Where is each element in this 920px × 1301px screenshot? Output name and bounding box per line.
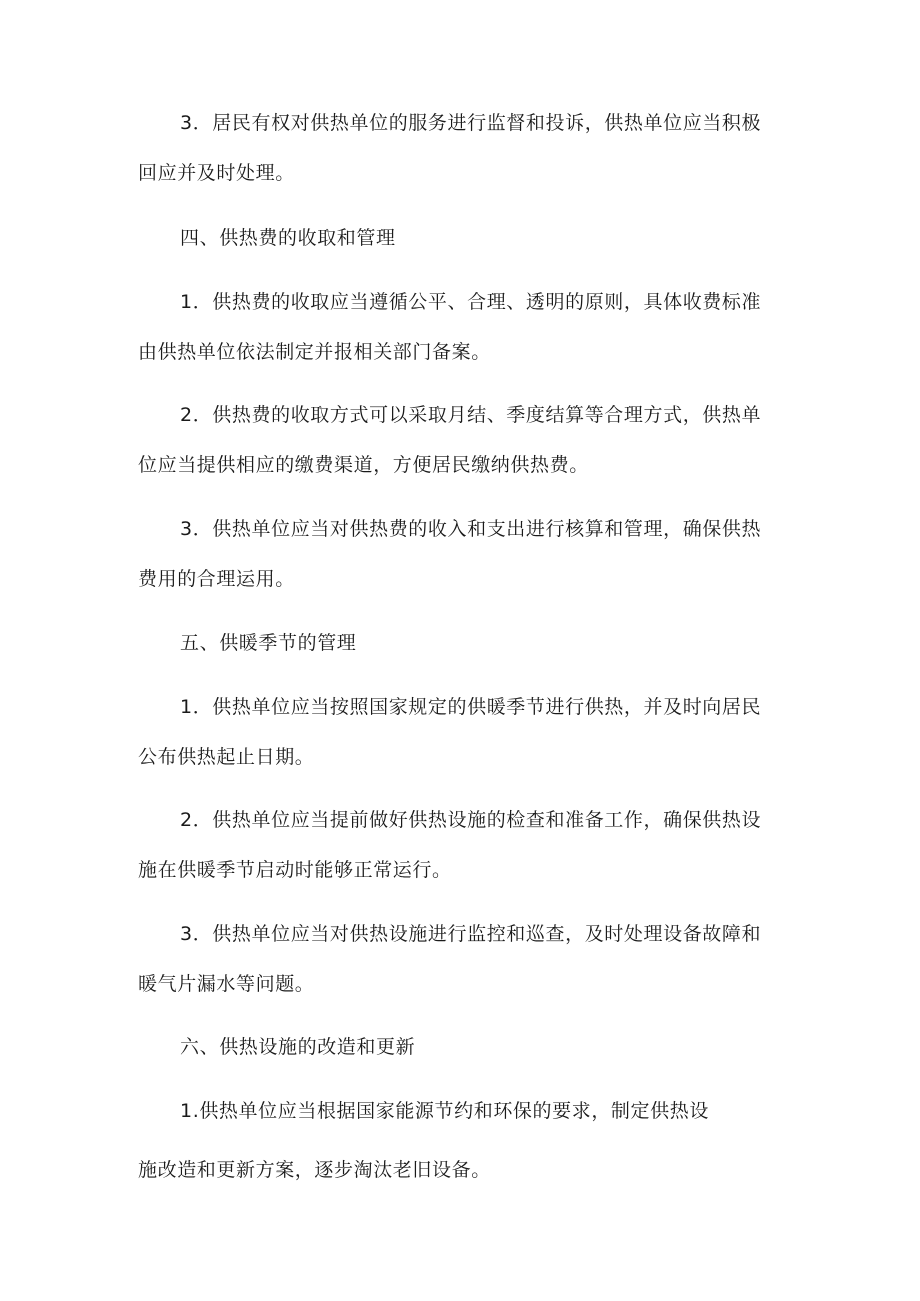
paragraph-line: 1.供热单位应当根据国家能源节约和环保的要求，制定供热设 [180,1100,709,1122]
paragraph-line: 1．供热费的收取应当遵循公平、合理、透明的原则，具体收费标准 [180,291,762,313]
paragraph-line: 暖气片漏水等问题。 [138,973,315,995]
paragraph-line: 3．居民有权对供热单位的服务进行监督和投诉，供热单位应当积极 [180,112,762,134]
paragraph-line: 3．供热单位应当对供热费的收入和支出进行核算和管理，确保供热 [180,518,762,540]
section-heading: 五、供暖季节的管理 [180,632,357,654]
paragraph-line: 施改造和更新方案，逐步淘汰老旧设备。 [138,1159,491,1181]
paragraph-line: 由供热单位依法制定并报相关部门备案。 [138,341,491,363]
paragraph-line: 3．供热单位应当对供热设施进行监控和巡查，及时处理设备故障和 [180,923,762,945]
section-heading: 四、供热费的收取和管理 [180,227,396,249]
paragraph-line: 2．供热费的收取方式可以采取月结、季度结算等合理方式，供热单 [180,404,762,426]
paragraph-line: 2．供热单位应当提前做好供热设施的检查和准备工作，确保供热设 [180,809,762,831]
paragraph-line: 1．供热单位应当按照国家规定的供暖季节进行供热，并及时向居民 [180,696,762,718]
paragraph-line: 费用的合理运用。 [138,568,295,590]
paragraph-line: 位应当提供相应的缴费渠道，方便居民缴纳供热费。 [138,454,589,476]
paragraph-line: 施在供暖季节启动时能够正常运行。 [138,859,452,881]
paragraph-line: 回应并及时处理。 [138,162,295,184]
paragraph-line: 公布供热起止日期。 [138,746,315,768]
section-heading: 六、供热设施的改造和更新 [180,1036,416,1058]
